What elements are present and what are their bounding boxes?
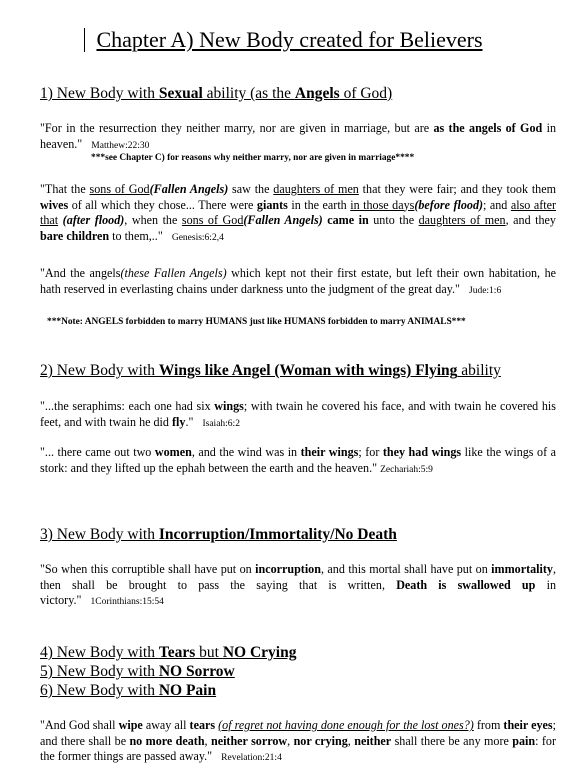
section-1-note: ***see Chapter C) for reasons why neither marry, nor are given in marriage****: [91, 153, 415, 163]
section-3-heading: 3) New Body with Incorruption/Immortality/No Death: [40, 526, 397, 543]
section-2-para-1: "...the seraphims: each one had six wings; with twain he covered his face, and with twain he covered his feet, and with twain he did fly." Isaiah:6:2: [40, 399, 556, 429]
scripture-reference: Genesis:6:2,4: [171, 232, 224, 243]
scripture-reference: Isaiah:6:2: [202, 418, 240, 429]
section-2-para-2: "... there came out two women, and the wind was in their wings; for they had wings like the wings of a stork: and they lifted up the ephah between the earth and the heaven." Zechariah:5:9: [40, 445, 556, 475]
section-6-heading: 6) New Body with NO Pain: [40, 682, 217, 699]
section-1-para-1: "For in the resurrection they neither marry, nor are given in marriage, but are as the angels of God in heaven." Matthew:22:30: [40, 121, 556, 151]
scripture-reference: 1Corinthians:15:54: [90, 597, 164, 607]
section-2-heading: 2) New Body with Wings like Angel (Woman with wings) Flying ability: [40, 362, 501, 379]
section-5-heading: 5) New Body with NO Sorrow: [40, 663, 235, 680]
page-title: Chapter A) New Body created for Believers: [96, 27, 483, 52]
scripture-reference: Matthew:22:30: [91, 140, 150, 151]
scripture-reference: Zechariah:5:9: [380, 464, 433, 475]
scripture-reference: Revelation:21:4: [221, 753, 282, 763]
section-3-para-1: "So when this corruptible shall have put on incorruption, and this mortal shall have put on immortality, then shall be brought to pass the saying that is written, Death is swallowed up in victory." 1Corinthians:15:54: [40, 562, 556, 607]
section-1-heading: 1) New Body with Sexual ability (as the Angels of God): [40, 85, 393, 102]
section-4-para-1: "And God shall wipe away all tears (of regret not having done enough for the lost ones?) from their eyes; and there shall be no more death, neither sorrow, nor crying, neither shall there be any more pain: for the former things are passed away." Revelation:21:4: [40, 718, 556, 763]
section-1-para-2: "That the sons of God(Fallen Angels) saw the daughters of men that they were fair; and they took them wives of all which they chose... There were giants in the earth in those days(before flood); and also after that (after flood), when the sons of God(Fallen Angels) came in unto the daughters of men, and they bare children to them,.." Genesis:6:2,4: [40, 182, 557, 243]
section-4-heading: 4) New Body with Tears but NO Crying: [40, 644, 297, 661]
section-1-para-3: "And the angels(these Fallen Angels) which kept not their first estate, but left their own habitation, he hath reserved in everlasting chains under darkness unto the judgment of the great day." Jude:1:6: [40, 266, 556, 296]
section-1-note-2: ***Note: ANGELS forbidden to marry HUMANS just like HUMANS forbidden to marry ANIMALS***: [47, 317, 466, 327]
scripture-reference: Jude:1:6: [469, 285, 502, 296]
